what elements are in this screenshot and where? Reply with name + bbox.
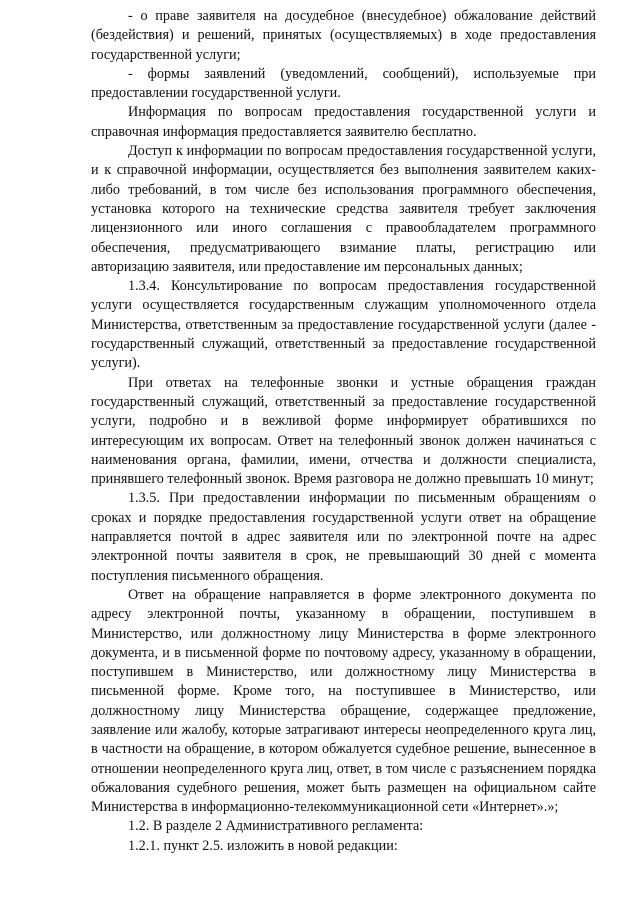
document-body	[91, 7, 596, 856]
paragraph-phone-calls: При ответах на телефонные звонки и устные обращения граждан государственный служащий, ответственный за предоставление государственной услуги, подробно и в вежливой форме информирует обратившихся по интересующим их вопросам. Ответ на телефонный звонок должен начинаться с наименования органа, фамилии, имени, отчества и должности специалиста, принявшего телефонный звонок. Время разговора не должно превышать 10 минут;	[91, 374, 596, 488]
paragraph-application-forms: - формы заявлений (уведомлений, сообщений), используемые при предоставлении государственной услуги.	[91, 65, 596, 102]
paragraph-1-3-4-consulting: 1.3.4. Консультирование по вопросам предоставления государственной услуги осуществляется государственным служащим уполномоченного отдела Министерства, ответственным за предоставление государственной услуги (далее - государственный служащий, ответственный за предоставление государственной услуги).	[91, 278, 596, 372]
paragraph-1-2-1-clause: 1.2.1. пункт 2.5. изложить в новой редакции:	[128, 837, 398, 854]
paragraph-appeal-rights: - о праве заявителя на досудебное (внесудебное) обжалование действий (бездействия) и решений, принятых (осуществляемых) в ходе предоставления государственной услуги;	[91, 8, 596, 63]
paragraph-1-3-5-written-requests: 1.3.5. При предоставлении информации по письменным обращениям о сроках и порядке предоставления государственной услуги ответ на обращение направляется почтой в адрес заявителя или по электронной почте на адрес электронной почты заявителя в срок, не превышающий 30 дней с момента поступления письменного обращения.	[91, 490, 596, 584]
paragraph-response-form: Ответ на обращение направляется в форме электронного документа по адресу электронной почты, указанному в обращении, поступившем в Министерство, или должностному лицу Министерства в форме электронного документа, и в письменной форме по почтовому адресу, указанному в обращении, поступившем в Министерство, или должностному лицу Министерства в письменной форме. Кроме того, на поступившее в Министерство, или должностному лицу Министерства обращение, содержащее предложение, заявление или жалобу, которые затрагивают интересы неопределенного круга лиц, в частности на обращение, в котором обжалуется судебное решение, вынесенное в отношении неопределенного круга лиц, ответ, в том числе с разъяснением порядка обжалования судебного решения, может быть размещен на официальном сайте Министерства в информационно-телекоммуникационной сети «Интернет».»;	[91, 586, 596, 816]
paragraph-access-conditions: Доступ к информации по вопросам предоставления государственной услуги, и к справочной информации, осуществляется без выполнения заявителем каких-либо требований, в том числе без использования программного обеспечения, установка которого на технические средства заявителя требует заключения лицензионного или иного соглашения с правообладателем программного обеспечения, предусматривающего взимание платы, регистрацию или авторизацию заявителя, или предоставление им персональных данных;	[91, 143, 596, 275]
paragraph-free-information: Информация по вопросам предоставления государственной услуги и справочная информация предоставляется заявителю бесплатно.	[91, 104, 596, 140]
paragraph-1-2-section-2: 1.2. В разделе 2 Административного регламента:	[128, 818, 424, 835]
